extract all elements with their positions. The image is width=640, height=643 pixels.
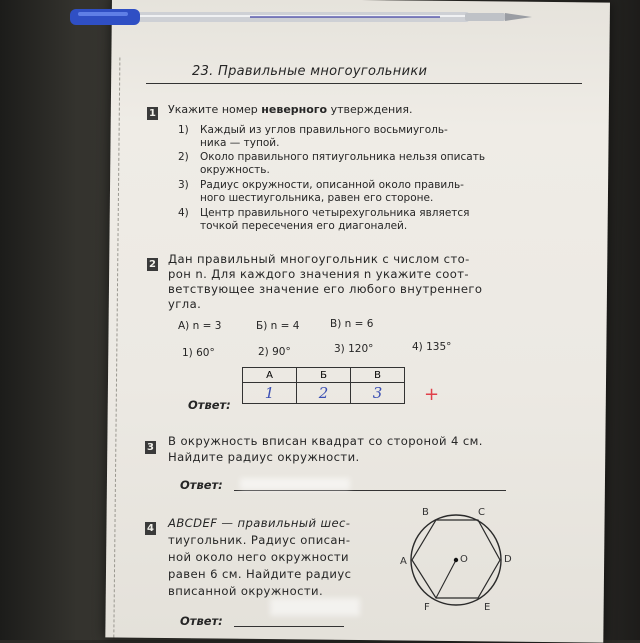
q3-erased-smudge xyxy=(240,478,350,490)
q2-grade-mark: + xyxy=(424,384,440,405)
q1-prompt-bold: неверного xyxy=(261,103,328,116)
q1-option-4 xyxy=(178,207,470,232)
q2-table-value-a: 1 xyxy=(243,383,297,404)
q1-option-2 xyxy=(178,151,486,176)
q2-line-1: Дан правильный многоугольник с числом сто- xyxy=(168,252,470,266)
center-point-o xyxy=(454,558,458,562)
q3-line-2: Найдите радиус окружности. xyxy=(168,450,360,464)
q2-table-header-b: Б xyxy=(297,368,351,383)
q3-line-1: В окружность вписан квадрат со стороной 4 см. xyxy=(168,434,483,448)
q2-table-value-c: 3 xyxy=(351,383,405,404)
q1-option-1-line-1: Каждый из углов правильного восьмиуголь- xyxy=(200,124,448,136)
q2-answer-4: 4) 135° xyxy=(412,341,452,353)
question-3-number: 3 xyxy=(145,441,156,454)
q4-line-1: ABCDEF — правильный шес- xyxy=(168,516,351,530)
question-4-number: 4 xyxy=(145,522,156,535)
q1-option-4-line-1: Центр правильного четырехугольника является xyxy=(200,207,470,219)
question-2-number: 2 xyxy=(147,258,158,271)
q1-option-3-line-2: ного шестиугольника, равен его стороне. xyxy=(200,192,434,204)
q4-line-3: ной около него окружности xyxy=(168,550,349,564)
radius-segment xyxy=(436,560,456,598)
q1-option-1-line-2: ника — тупой. xyxy=(200,137,280,149)
q4-answer-line[interactable] xyxy=(234,626,344,627)
q2-case-b: Б) n = 4 xyxy=(256,320,300,332)
q4-erased-smudge xyxy=(270,598,360,616)
hexagon-circle-figure xyxy=(398,502,522,618)
q1-option-3-num: 3) xyxy=(178,179,189,191)
q2-line-4: угла. xyxy=(168,297,202,311)
q1-option-4-line-2: точкой пересечения его диагоналей. xyxy=(200,220,408,232)
vertex-label-a: A xyxy=(400,556,407,567)
q2-answer-2: 2) 90° xyxy=(258,346,291,358)
q2-case-a: А) n = 3 xyxy=(178,320,222,332)
q1-option-2-num: 2) xyxy=(178,151,189,163)
q4-answer-label: Ответ: xyxy=(180,614,223,628)
q4-line-2: тиугольник. Радиус описан- xyxy=(168,533,351,547)
vertex-label-b: B xyxy=(422,507,429,518)
center-label-o: O xyxy=(460,554,468,565)
vertex-label-c: C xyxy=(478,507,485,518)
q1-option-1-num: 1) xyxy=(178,124,189,136)
q2-line-2: рон n. Для каждого значения n укажите соот- xyxy=(168,267,469,281)
q3-answer-label: Ответ: xyxy=(180,478,223,492)
vertex-label-d: D xyxy=(504,554,512,565)
vertex-label-f: F xyxy=(424,602,430,613)
title-underline xyxy=(146,83,582,84)
q2-table-header-c: В xyxy=(351,368,405,383)
q2-answer-1: 1) 60° xyxy=(182,347,215,359)
ballpoint-pen-icon xyxy=(70,6,540,28)
q2-answer-label: Ответ: xyxy=(188,398,231,412)
vertex-label-e: E xyxy=(484,602,491,613)
q2-table-header-a: А xyxy=(243,368,297,383)
question-1-prompt xyxy=(168,104,413,116)
q1-option-3-line-1: Радиус окружности, описанной около правиль- xyxy=(200,179,464,191)
q1-option-2-line-1: Около правильного пятиугольника нельзя описать xyxy=(200,151,486,163)
q2-answer-table xyxy=(242,367,405,404)
q1-option-2-line-2: окружность. xyxy=(200,164,270,176)
q4-line-4: равен 6 см. Найдите радиус xyxy=(168,567,352,581)
margin-dashed-line xyxy=(113,57,120,637)
question-1-number: 1 xyxy=(147,107,158,120)
q1-prompt-suffix: утверждения. xyxy=(327,103,413,116)
q4-line-5: вписанной окружности. xyxy=(168,584,324,598)
q1-option-1 xyxy=(178,124,448,149)
q2-table-value-b: 2 xyxy=(297,383,351,404)
q1-prompt-prefix: Укажите номер xyxy=(168,103,262,116)
q2-case-c: В) n = 6 xyxy=(330,318,374,330)
q3-answer-line[interactable] xyxy=(234,490,506,491)
q2-line-3: ветствующее значение его любого внутреннего xyxy=(168,282,483,296)
q1-option-4-num: 4) xyxy=(178,207,189,219)
page-title: 23. Правильные многоугольники xyxy=(192,64,428,79)
q1-option-3 xyxy=(178,179,464,204)
q2-answer-3: 3) 120° xyxy=(334,343,374,355)
